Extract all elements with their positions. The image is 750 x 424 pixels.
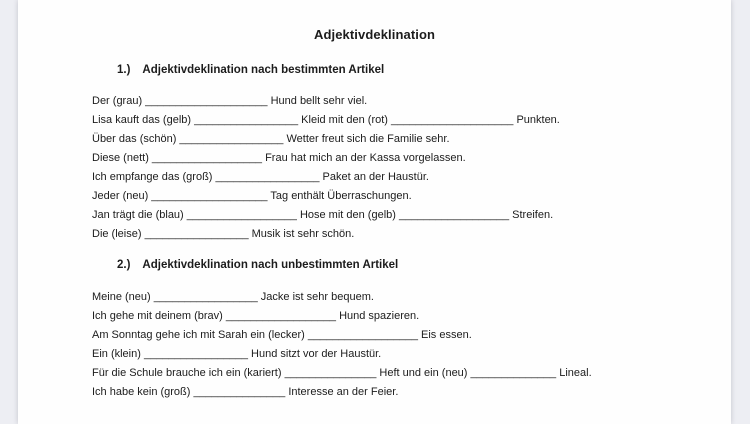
section-1-exercise-lines [92, 92, 711, 244]
section-2-heading [117, 258, 731, 273]
exercise-line: Jan trägt die (blau) __________________ Hose mit den (gelb) __________________ Streifen. [92, 209, 554, 221]
exercise-line: Die (leise) _________________ Musik ist sehr schön. [92, 228, 355, 240]
exercise-line: Über das (schön) _________________ Wetter freut sich die Familie sehr. [92, 133, 450, 145]
worksheet-page [18, 0, 731, 424]
exercise-line: Am Sonntag gehe ich mit Sarah ein (lecker) __________________ Eis essen. [92, 329, 472, 341]
exercise-line: Für die Schule brauche ich ein (kariert) _______________ Heft und ein (neu) ______________ Lineal. [92, 367, 592, 379]
exercise-line: Meine (neu) _________________ Jacke ist sehr bequem. [92, 291, 374, 303]
section-2-heading-text: Adjektivdeklination nach unbestimmten Artikel [142, 259, 399, 271]
exercise-line: Ich habe kein (groß) _______________ Interesse an der Feier. [92, 386, 399, 398]
section-1-number: 1.) [117, 64, 131, 76]
exercise-line: Ein (klein) _________________ Hund sitzt vor der Haustür. [92, 348, 382, 360]
page-title: Adjektivdeklination [313, 27, 436, 42]
exercise-line: Ich empfange das (groß) _________________ Paket an der Haustür. [92, 171, 429, 183]
section-2-number: 2.) [117, 259, 131, 271]
exercise-line: Diese (nett) __________________ Frau hat mich an der Kassa vorgelassen. [92, 152, 466, 164]
exercise-line: Jeder (neu) ___________________ Tag enthält Überraschungen. [92, 190, 412, 202]
exercise-line: Lisa kauft das (gelb) _________________ Kleid mit den (rot) ____________________ Punkten. [92, 114, 560, 126]
section-2-exercise-lines [92, 288, 711, 402]
section-1-heading-text: Adjektivdeklination nach bestimmten Artikel [142, 64, 385, 76]
exercise-line: Der (grau) ____________________ Hund bellt sehr viel. [92, 95, 368, 107]
exercise-line: Ich gehe mit deinem (brav) __________________ Hund spazieren. [92, 310, 420, 322]
section-1-heading [117, 63, 731, 78]
